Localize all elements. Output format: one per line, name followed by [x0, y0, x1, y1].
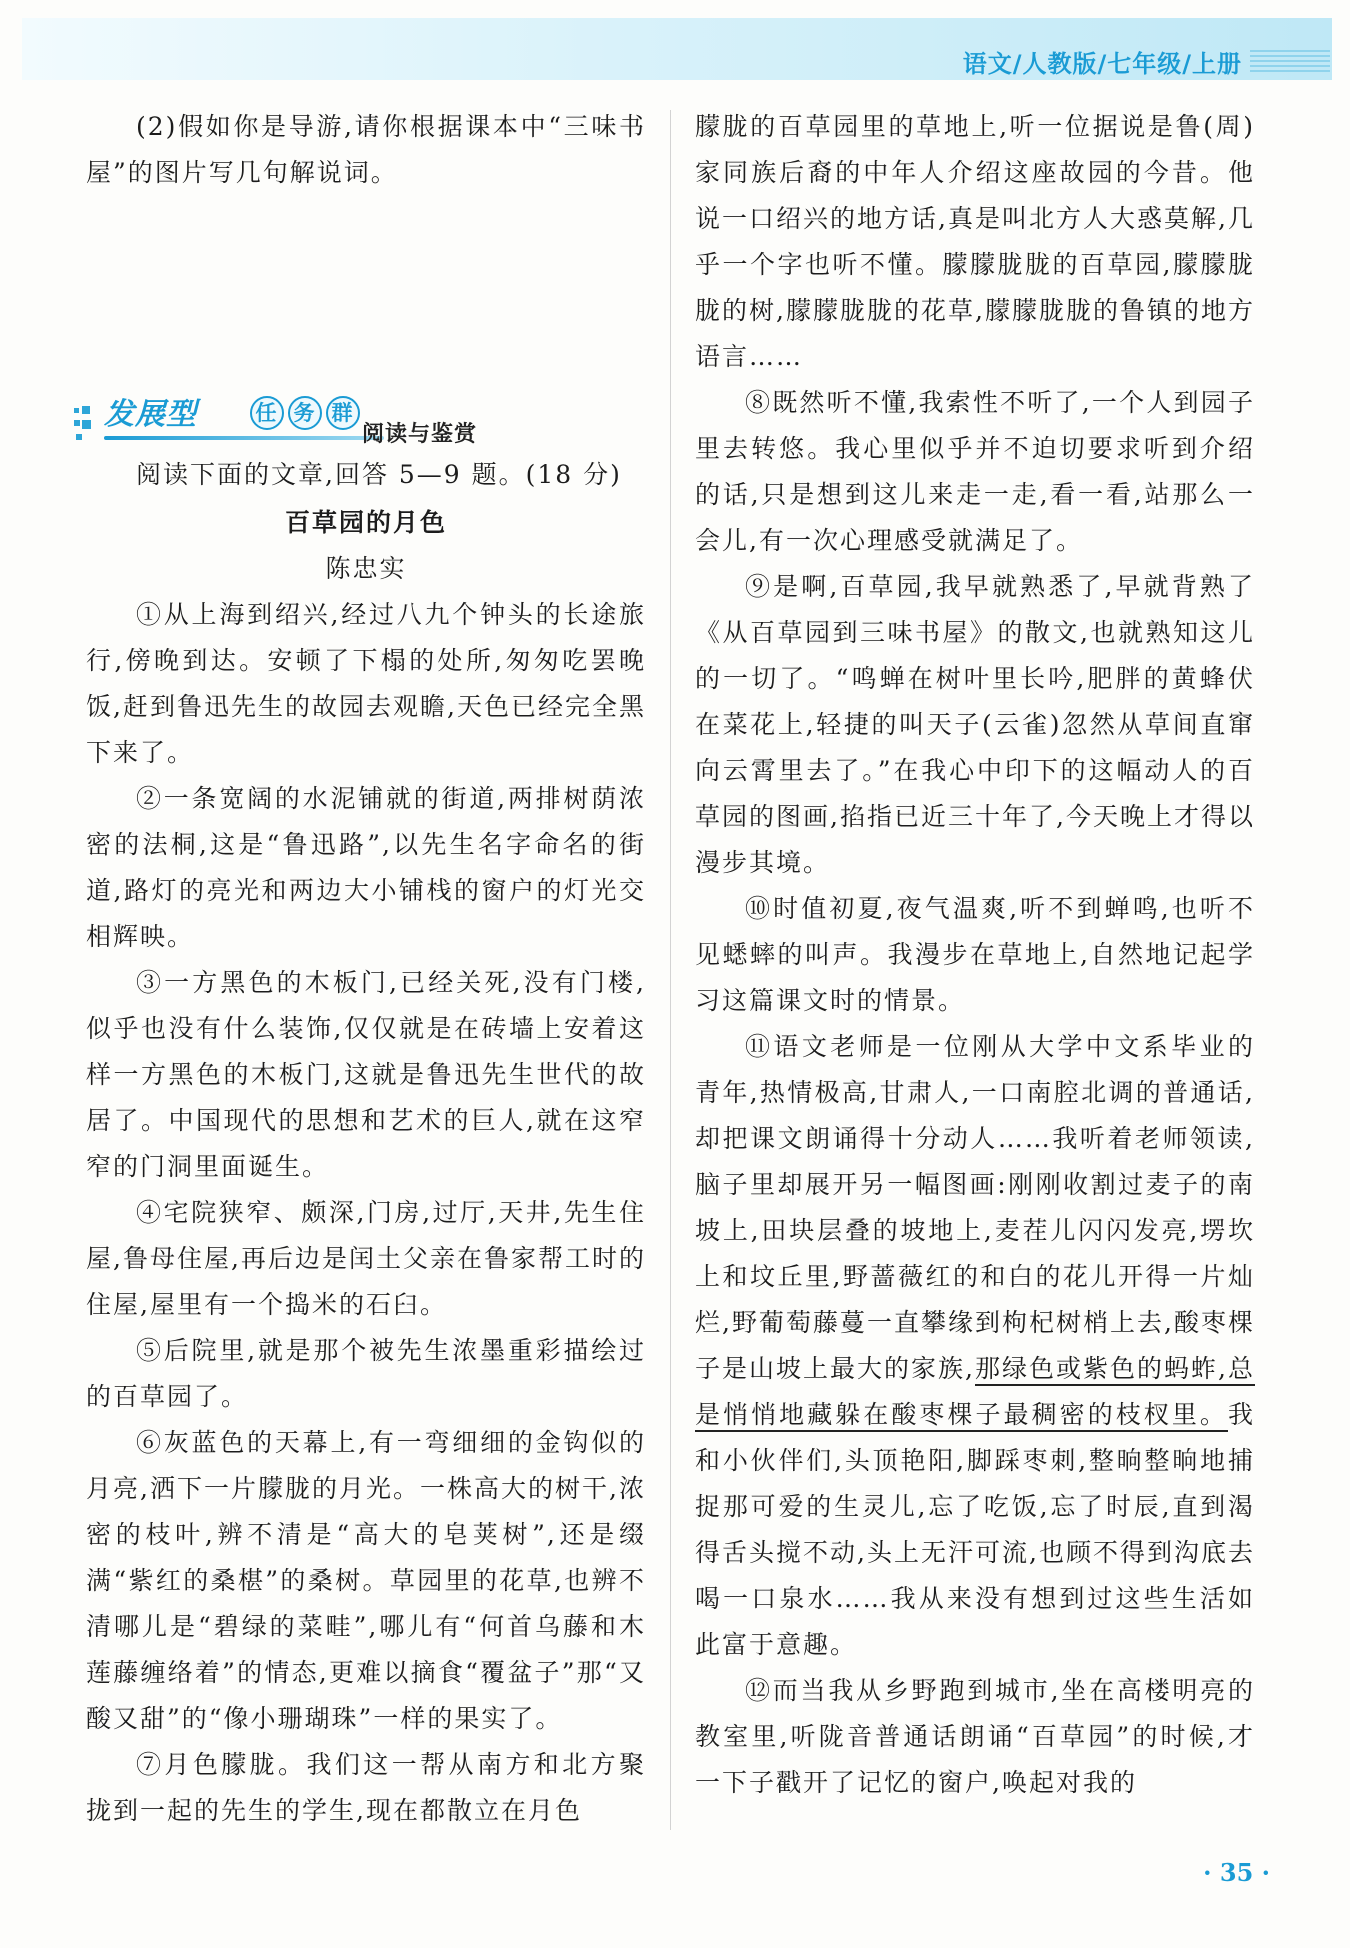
paragraph: ①从上海到绍兴,经过八九个钟头的长途旅行,傍晚到达。安顿了下榻的处所,匆匆吃罢晚饭,赶到鲁迅先生的故园去观瞻,天色已经完全黑下来了。	[86, 600, 646, 767]
section-circle-char: 任	[250, 396, 284, 430]
paragraph-11	[695, 1024, 1255, 1668]
underlined-sentence: 那绿色或紫色的蚂蚱,总是悄悄地藏躲在酸枣棵子最稠密的枝杈里。	[695, 1354, 1255, 1432]
section-heading	[86, 392, 646, 452]
question-2: (2)假如你是导游,请你根据课本中“三味书屋”的图片写几句解说词。	[86, 112, 646, 187]
section-circle-char: 务	[288, 396, 322, 430]
paragraph: ⑫而当我从乡野跑到城市,坐在高楼明亮的教室里,听陇音普通话朗诵“百草园”的时候,才一下子戳开了记忆的窗户,唤起对我的	[695, 1676, 1255, 1797]
paragraph: ⑨是啊,百草园,我早就熟悉了,早就背熟了《从百草园到三味书屋》的散文,也就熟知这儿的一切了。“鸣蝉在树叶里长吟,肥胖的黄蜂伏在菜花上,轻捷的叫天子(云雀)忽然从草间直窜向云霄里去了。”在我心中印下的这幅动人的百草园的图画,掐指已近三十年了,今天晚上才得以漫步其境。	[695, 572, 1255, 877]
paragraph: ⑦月色朦胧。我们这一帮从南方和北方聚拢到一起的先生的学生,现在都散立在月色	[86, 1750, 646, 1825]
section-circle-char: 群	[326, 396, 360, 430]
section-underline	[104, 436, 384, 440]
paragraph-11-text: ⑪语文老师是一位刚从大学中文系毕业的青年,热情极高,甘肃人,一口南腔北调的普通话,却把课文朗诵得十分动人……我听着老师领读,脑子里却展开另一幅图画:刚刚收割过麦子的南坡上,田块层叠的坡地上,麦茬儿闪闪发亮,塄坎上和坟丘里,野蔷薇红的和白的花儿开得一片灿烂,野葡萄藤蔓一直攀缘到枸杞树梢上去,酸枣棵子是山坡上最大的家族,	[695, 1032, 1255, 1383]
article-title: 百草园的月色	[284, 508, 447, 537]
paragraph-continued: 朦胧的百草园里的草地上,听一位据说是鲁(周)家同族后裔的中年人介绍这座故园的今昔。他说一口绍兴的地方话,真是叫北方人大惑莫解,几乎一个字也听不懂。朦朦胧胧的百草园,朦朦胧胧的树,朦朦胧胧的花草,朦朦胧胧的鲁镇的地方语言……	[695, 112, 1255, 371]
column-divider	[670, 110, 671, 1830]
paragraph: ⑩时值初夏,夜气温爽,听不到蝉鸣,也听不见蟋蟀的叫声。我漫步在草地上,自然地记起学习这篇课文时的情景。	[695, 894, 1255, 1015]
section-circles	[250, 396, 360, 430]
section-subtitle: 阅读与鉴赏	[362, 422, 478, 447]
paragraph: ③一方黑色的木板门,已经关死,没有门楼,似乎也没有什么装饰,仅仅就是在砖墙上安着这样一方黑色的木板门,这就是鲁迅先生世代的故居了。中国现代的思想和艺术的巨人,就在这窄窄的门洞里面诞生。	[86, 968, 646, 1181]
paragraph: ⑤后院里,就是那个被先生浓墨重彩描绘过的百草园了。	[86, 1336, 646, 1411]
header-decoration	[1250, 50, 1330, 74]
left-column	[86, 104, 646, 1834]
instruction: 阅读下面的文章,回答 5—9 题。(18 分)	[136, 460, 622, 489]
paragraph: ④宅院狭窄、颇深,门房,过厅,天井,先生住屋,鲁母住屋,再后边是闰土父亲在鲁家帮工时的住屋,屋里有一个捣米的石臼。	[86, 1198, 646, 1319]
paragraph: ⑥灰蓝色的天幕上,有一弯细细的金钩似的月亮,洒下一片朦胧的月光。一株高大的树干,浓密的枝叶,辨不清是“高大的皂荚树”,还是缀满“紫红的桑椹”的桑树。草园里的花草,也辨不清哪儿是“碧绿的菜畦”,哪儿有“何首乌藤和木莲藤缠络着”的情态,更难以摘食“覆盆子”那“又酸又甜”的“像小珊瑚珠”一样的果实了。	[86, 1428, 646, 1733]
paragraph-11-text-after: 我和小伙伴们,头顶艳阳,脚踩枣刺,整晌整晌地捕捉那可爱的生灵儿,忘了吃饭,忘了时辰,直到渴得舌头搅不动,头上无汗可流,也顾不得到沟底去喝一口泉水……我从来没有想到过这些生活如此富于意趣。	[695, 1400, 1255, 1659]
section-title: 发展型	[104, 397, 197, 432]
article-author: 陈忠实	[325, 554, 407, 583]
paragraph: ②一条宽阔的水泥铺就的街道,两排树荫浓密的法桐,这是“鲁迅路”,以先生名字命名的街道,路灯的亮光和两边大小铺栈的窗户的灯光交相辉映。	[86, 784, 646, 951]
paragraph: ⑧既然听不懂,我索性不听了,一个人到园子里去转悠。我心里似乎并不迫切要求听到介绍的话,只是想到这儿来走一走,看一看,站那么一会儿,有一次心理感受就满足了。	[695, 388, 1255, 555]
page-number: · 35 ·	[1203, 1858, 1270, 1887]
series-label: 语文/人教版/七年级/上册	[962, 50, 1242, 78]
section-marker-icon	[74, 406, 94, 442]
right-column	[695, 104, 1255, 1806]
